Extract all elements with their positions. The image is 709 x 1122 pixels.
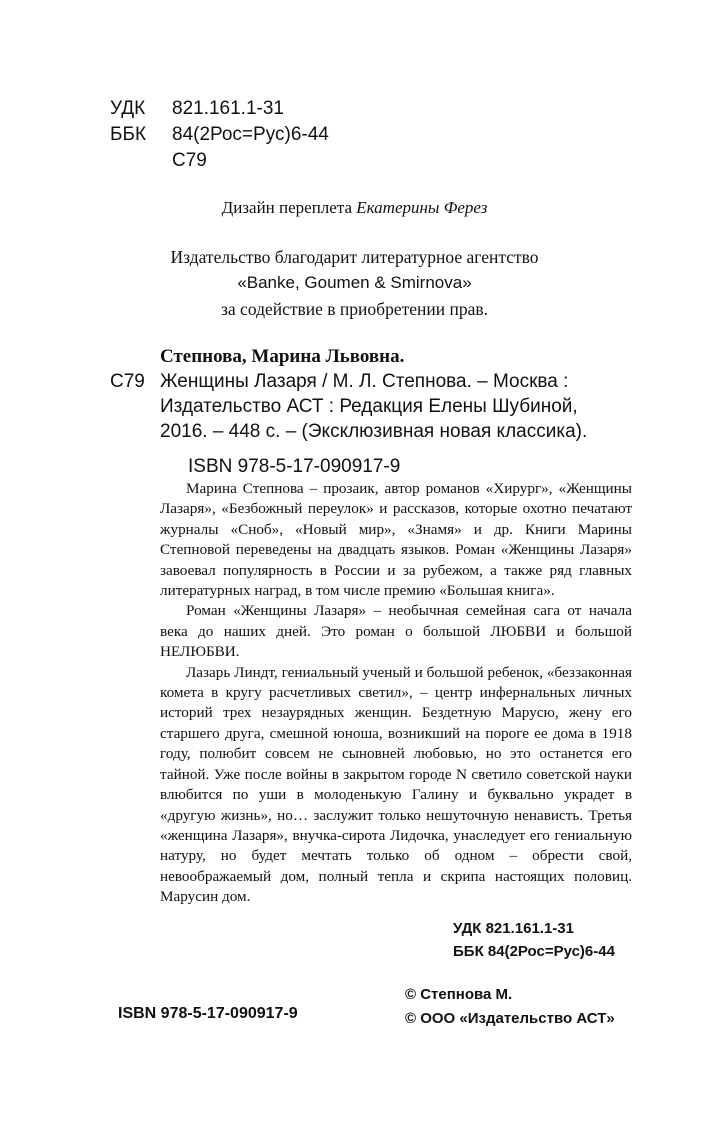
bibliographic-record <box>110 344 638 479</box>
designer-name: Екатерины Ферез <box>356 198 488 217</box>
thanks-line-3: за содействие в приобретении прав. <box>221 299 488 319</box>
publisher-thanks <box>0 244 709 322</box>
classification-codes <box>110 96 329 174</box>
bbk-label: ББК <box>110 124 147 145</box>
design-prefix: Дизайн переплета <box>221 198 357 217</box>
annotation <box>160 479 632 908</box>
udk-value: 821.161.1-31 <box>172 98 284 119</box>
copyright-publisher: © ООО «Издательство АСТ» <box>405 1010 615 1027</box>
record-line-3: 2016. – 448 с. – (Эксклюзивная новая классика). <box>160 421 588 442</box>
record-mark: С79 <box>110 371 145 392</box>
classification-footer <box>453 917 615 963</box>
udk-label: УДК <box>110 98 146 119</box>
record-isbn: ISBN 978-5-17-090917-9 <box>188 456 401 477</box>
isbn-footer: ISBN 978-5-17-090917-9 <box>118 1005 298 1022</box>
copyright-block <box>405 983 615 1031</box>
record-author: Степнова, Марина Львовна. <box>160 346 405 367</box>
udk-footer: УДК 821.161.1-31 <box>453 920 574 937</box>
bbk-value: 84(2Рос=Рус)6-44 <box>172 124 329 145</box>
bbk-footer: ББК 84(2Рос=Рус)6-44 <box>453 943 615 960</box>
agency-name: «Banke, Goumen & Smirnova» <box>237 273 472 292</box>
bbk-row <box>110 122 329 148</box>
cover-design-credit <box>0 198 709 218</box>
annotation-paragraph-1: Марина Степнова – прозаик, автор романов «Хирург», «Женщины Лазаря», «Безбожный переулок» и рассказов, которые охотно печатают журналы «Сноб», «Новый мир», «Знамя» и др. Книги Марины Степновой переведены на двадцать языков. Роман «Женщины Лазаря» завоевал популярность в России и за рубежом, а также ряд главных литературных наград, в том числе премию «Большая книга». <box>160 480 632 600</box>
record-title-line <box>110 369 638 394</box>
record-line-2: Издательство АСТ : Редакция Елены Шубиной, <box>160 396 578 417</box>
record-line-1: Женщины Лазаря / М. Л. Степнова. – Москва : <box>160 371 569 392</box>
copyright-author: © Степнова М. <box>405 986 513 1003</box>
annotation-paragraph-3: Лазарь Линдт, гениальный ученый и большой ребенок, «беззаконная комета в кругу расчетливых светил», – центр инфернальных личных историй трех незаурядных женщин. Бездетную Марусю, жену его старшего друга, смешной юноша, возникший на пороге ее дома в 1918 году, полюбит совсем не сыновней любовью, но это останется его тайной. Уже после войны в закрытом городе N светило советской науки влюбится по уши в молоденькую Галину и буквально украдет в «другую жизнь», но… заслужит только нешуточную ненависть. Третья «женщина Лазаря», внучка-сирота Лидочка, унаследует его гениальную натуру, но будет мечтать только об одном – обрести свой, невоображаемый дом, полный тепла и скрипа настоящих половиц. Марусин дом. <box>160 663 632 906</box>
udk-row <box>110 96 329 122</box>
annotation-paragraph-2: Роман «Женщины Лазаря» – необычная семейная сага от начала века до наших дней. Это роман о большой ЛЮБВИ и большой НЕЛЮБВИ. <box>160 602 632 661</box>
author-mark: С79 <box>172 150 207 171</box>
thanks-line-1: Издательство благодарит литературное агентство <box>170 247 539 267</box>
